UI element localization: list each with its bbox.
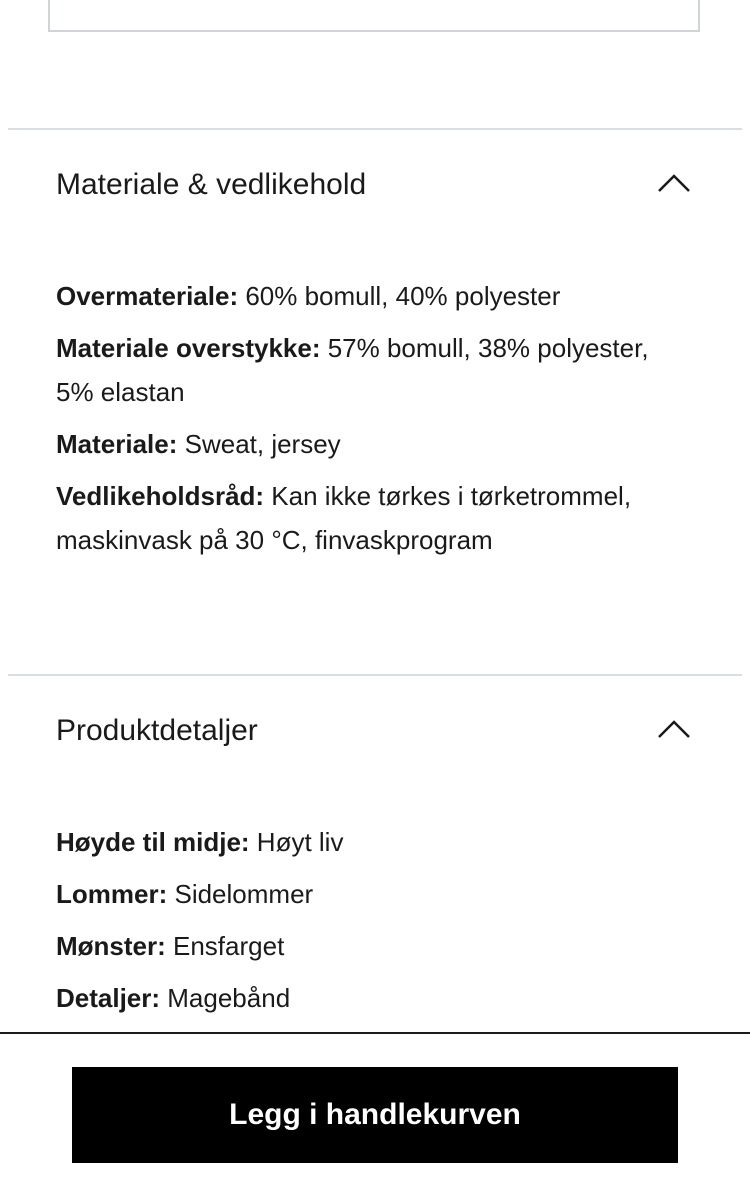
section-title: Materiale & vedlikehold bbox=[56, 168, 367, 201]
attribute-item bbox=[56, 924, 656, 968]
attribute-item bbox=[56, 474, 656, 562]
attribute-value: Magebånd bbox=[160, 983, 291, 1013]
attribute-label: Overmateriale: bbox=[56, 281, 239, 311]
add-to-cart-button[interactable]: Legg i handlekurven bbox=[72, 1067, 678, 1163]
attribute-value: Sweat, jersey bbox=[177, 429, 341, 459]
section-header-product-details[interactable] bbox=[56, 711, 696, 751]
attribute-label: Høyde til midje: bbox=[56, 827, 250, 857]
attribute-item bbox=[56, 976, 656, 1020]
attribute-label: Materiale overstykke: bbox=[56, 333, 321, 363]
previous-section-box bbox=[48, 0, 700, 32]
attribute-label: Vedlikeholdsråd: bbox=[56, 481, 265, 511]
section-divider bbox=[8, 674, 742, 676]
attribute-list-product-details bbox=[56, 820, 656, 1028]
attribute-label: Materiale: bbox=[56, 429, 178, 459]
attribute-value: Høyt liv bbox=[249, 827, 344, 857]
section-title: Produktdetaljer bbox=[56, 714, 258, 747]
attribute-item bbox=[56, 872, 656, 916]
attribute-label: Mønster: bbox=[56, 931, 166, 961]
attribute-item bbox=[56, 326, 656, 414]
attribute-item bbox=[56, 422, 656, 466]
attribute-label: Lommer: bbox=[56, 879, 168, 909]
attribute-value: Ensfarget bbox=[165, 931, 285, 961]
attribute-item bbox=[56, 274, 656, 318]
section-header-materials[interactable] bbox=[56, 165, 696, 205]
chevron-up-icon[interactable] bbox=[656, 717, 692, 741]
attribute-value: 60% bomull, 40% polyester bbox=[238, 281, 561, 311]
attribute-value: Sidelommer bbox=[167, 879, 314, 909]
attribute-item bbox=[56, 820, 656, 864]
section-divider bbox=[8, 128, 742, 130]
attribute-value: Kan ikke tørkes i tørketrommel, maskinvask på 30 °C, finvaskprogram bbox=[56, 481, 632, 555]
attribute-label: Detaljer: bbox=[56, 983, 161, 1013]
attribute-value: 57% bomull, 38% polyester, 5% elastan bbox=[56, 333, 649, 407]
chevron-up-icon[interactable] bbox=[656, 171, 692, 195]
attribute-list-materials bbox=[56, 274, 656, 570]
